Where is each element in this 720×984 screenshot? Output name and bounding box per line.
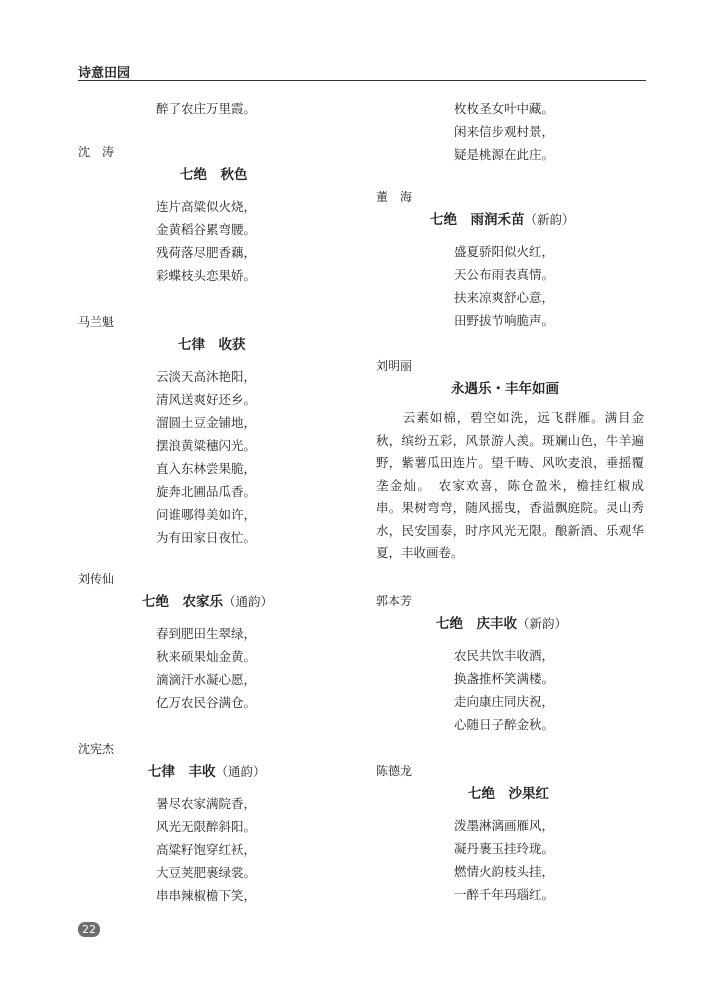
poem-line: 旋奔北圃品瓜香。 xyxy=(156,484,257,499)
poem-line: 直入东林尝果脆， xyxy=(156,461,257,476)
poem-line: 田野拔节响脆声。 xyxy=(454,313,555,328)
poem-line: 心随日子醉金秋。 xyxy=(454,717,555,732)
poem-block xyxy=(78,311,348,549)
poem-line: 为有田家日夜忙。 xyxy=(156,530,257,545)
poem-line: 大豆荚肥裹绿裳。 xyxy=(156,865,257,880)
poem-block xyxy=(376,590,646,736)
poem-line: 天公布雨表真情。 xyxy=(454,267,555,282)
poem-line: 醉了农庄万里霞。 xyxy=(156,101,257,116)
poem-block xyxy=(78,141,348,287)
poem-title: 七绝 沙果红 xyxy=(468,786,549,802)
poem-line: 泼墨淋漓画雁风， xyxy=(454,818,555,833)
continuation-block xyxy=(78,97,348,120)
poem-author: 郭本芳 xyxy=(376,594,413,608)
poem-author: 董 海 xyxy=(376,190,413,204)
poem-line: 高粱籽饱穿红袄， xyxy=(156,842,257,857)
poem-block xyxy=(376,355,646,565)
poem-line: 清风送爽好还乡。 xyxy=(156,392,257,407)
poem-line: 凝丹裹玉挂玲珑。 xyxy=(454,841,555,856)
poem-line: 连片高粱似火烧， xyxy=(156,199,257,214)
continuation-block xyxy=(376,97,646,166)
poem-author: 陈德龙 xyxy=(376,764,413,778)
poem-title: 七绝 雨润禾苗（新韵） xyxy=(430,212,575,228)
poem-line: 串串辣椒檐下笑， xyxy=(156,888,257,903)
poem-line: 问谁哪得美如许， xyxy=(156,507,257,522)
poem-line: 农民共饮丰收酒， xyxy=(454,648,555,663)
poem-line: 云淡天高沐艳阳， xyxy=(156,369,257,384)
poem-line: 滴滴汗水凝心愿， xyxy=(156,672,257,687)
poem-line: 春到肥田生翠绿， xyxy=(156,626,257,641)
poem-block xyxy=(376,186,646,332)
poem-line: 换盏推杯笑满楼。 xyxy=(454,671,555,686)
poem-line: 扶来凉爽舒心意， xyxy=(454,290,555,305)
page-number-badge: 22 xyxy=(78,922,100,937)
poem-line: 暑尽农家满院香， xyxy=(156,796,257,811)
poem-line: 燃情火韵枝头挂， xyxy=(454,864,555,879)
poem-block xyxy=(78,738,348,907)
poem-author: 马兰魁 xyxy=(78,315,115,329)
poem-line: 盛夏骄阳似火红， xyxy=(454,244,555,259)
poem-title: 七绝 庆丰收（新韵） xyxy=(436,616,568,632)
poem-line: 摆浪黄粱穗闪光。 xyxy=(156,438,257,453)
poem-line: 残荷落尽肥香藕， xyxy=(156,245,257,260)
poem-author: 刘明丽 xyxy=(376,359,413,373)
poem-title: 七律 丰收（通韵） xyxy=(148,764,266,780)
ci-poem-text: 云素如棉，碧空如洗，远飞群雁。满目金秋，缤纷五彩，风景游人羡。斑斓山色，牛羊遍野，紫薯瓜田连片。望千畴、风吹麦浪，垂摇覆垄金灿。 农家欢喜，陈仓盈米，檐挂红椒成串。果树弯弯，随风摇曳，香溢飘庭院。灵山秀水，民安国泰，时序风光无限。酿新酒、乐观华夏，丰收画卷。 xyxy=(376,410,644,560)
poem-line: 彩蝶枝头恋果娇。 xyxy=(156,268,257,283)
header-title: 诗意田园 xyxy=(78,66,131,81)
poem-line: 闲来信步观村景， xyxy=(454,124,555,139)
poem-line: 风光无限醉斜阳。 xyxy=(156,819,257,834)
poem-block xyxy=(78,568,348,714)
poem-title: 七绝 秋色 xyxy=(180,167,248,183)
poem-title: 七绝 农家乐（通韵） xyxy=(142,594,274,610)
poem-title: 永遇乐・丰年如画 xyxy=(451,381,559,397)
poem-author: 沈 涛 xyxy=(78,145,115,159)
poem-line: 枚枚圣女叶中藏。 xyxy=(454,101,555,116)
poem-author: 刘传仙 xyxy=(78,572,115,586)
poem-line: 溜圆土豆金铺地， xyxy=(156,415,257,430)
poem-line: 疑是桃源在此庄。 xyxy=(454,147,555,162)
poem-line: 走向康庄同庆祝， xyxy=(454,694,555,709)
poem-line: 亿万农民谷满仓。 xyxy=(156,695,257,710)
poem-line: 金黄稻谷累弯腰。 xyxy=(156,222,257,237)
running-header xyxy=(78,62,646,81)
poem-line: 一醉千年玛瑙红。 xyxy=(454,887,555,902)
poem-author: 沈宪杰 xyxy=(78,742,115,756)
poem-title: 七律 收获 xyxy=(178,337,246,353)
poem-block xyxy=(376,760,646,906)
poem-line: 秋来硕果灿金黄。 xyxy=(156,649,257,664)
